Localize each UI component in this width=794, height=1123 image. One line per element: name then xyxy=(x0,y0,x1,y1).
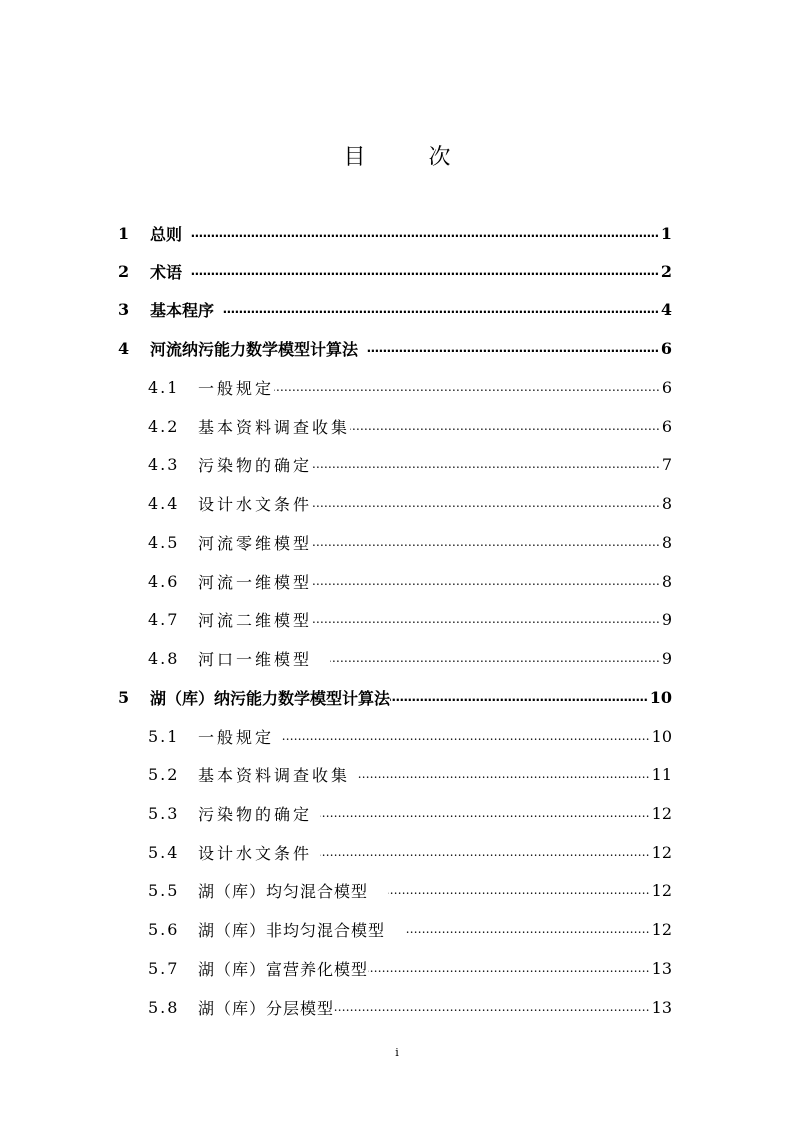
toc-entry-label: 湖（库）富营养化模型 xyxy=(198,959,369,979)
toc-entry-number: 2 xyxy=(118,261,130,281)
toc-entry-number: 5.5 xyxy=(148,880,180,900)
toc-entry-page: 8 xyxy=(661,493,672,513)
toc-entry-label: 一般规定 xyxy=(198,378,275,398)
toc-entry-page: 12 xyxy=(651,803,672,823)
toc-entry-page: 12 xyxy=(651,842,672,862)
toc-entry-label: 河口一维模型 xyxy=(198,649,313,669)
toc-entry-number: 1 xyxy=(118,223,130,243)
toc-entry-number: 3 xyxy=(118,299,130,319)
toc-entry-page: 11 xyxy=(651,764,672,784)
dot-leader xyxy=(312,493,660,514)
dot-leader xyxy=(368,958,650,979)
toc-entry-page: 10 xyxy=(649,687,672,707)
toc-entry-number: 4 xyxy=(118,338,130,358)
toc-entry[interactable] xyxy=(118,329,672,367)
toc-entry-label: 一般规定 xyxy=(198,727,275,747)
toc-entry[interactable] xyxy=(118,290,672,328)
toc-entry[interactable] xyxy=(148,445,672,483)
dot-leader xyxy=(350,416,660,437)
toc-entry-number: 5.4 xyxy=(148,842,180,862)
toc-entry-page: 7 xyxy=(661,454,672,474)
toc-entry-label: 总则 xyxy=(150,224,183,244)
toc-entry-label: 污染物的确定 xyxy=(198,455,313,475)
toc-entry-number: 5.2 xyxy=(148,764,180,784)
toc-entry-label: 湖（库）分层模型 xyxy=(198,998,335,1018)
dot-leader xyxy=(312,571,660,592)
toc-entry-page: 6 xyxy=(661,377,672,397)
toc-entry[interactable] xyxy=(148,639,672,677)
toc-entry[interactable] xyxy=(148,600,672,638)
toc-entry[interactable] xyxy=(148,484,672,522)
dot-leader xyxy=(190,261,659,282)
page-title: 目 次 xyxy=(343,145,479,170)
toc-entry-page: 13 xyxy=(651,958,672,978)
dot-leader xyxy=(405,919,650,940)
toc-entry-label: 基本资料调查收集 xyxy=(198,765,351,785)
toc-entry-page: 9 xyxy=(661,648,672,668)
toc-entry-page: 9 xyxy=(661,609,672,629)
dot-leader xyxy=(330,648,660,669)
dot-leader xyxy=(320,803,650,824)
toc-entry-number: 5.8 xyxy=(148,997,180,1017)
toc-entry[interactable] xyxy=(148,949,672,987)
dot-leader xyxy=(312,454,660,475)
toc-entry-number: 4.2 xyxy=(148,416,180,436)
toc-entry-label: 基本程序 xyxy=(150,300,215,320)
dot-leader xyxy=(274,377,660,398)
toc-entry[interactable] xyxy=(148,368,672,406)
toc-entry[interactable] xyxy=(148,755,672,793)
toc-entry-page: 12 xyxy=(651,880,672,900)
toc-entry[interactable] xyxy=(148,794,672,832)
dot-leader xyxy=(282,726,650,747)
toc-entry[interactable] xyxy=(118,214,672,252)
toc-entry[interactable] xyxy=(148,523,672,561)
dot-leader xyxy=(190,223,659,244)
toc-entry-number: 4.3 xyxy=(148,454,180,474)
toc-entry[interactable] xyxy=(118,252,672,290)
toc-entry-number: 5.3 xyxy=(148,803,180,823)
toc-entry-page: 8 xyxy=(661,571,672,591)
toc-entry[interactable] xyxy=(148,871,672,909)
toc-entry-label: 设计水文条件 xyxy=(198,494,313,514)
toc-entry-page: 13 xyxy=(651,997,672,1017)
page-number: i xyxy=(395,1046,399,1059)
toc-entry-page: 4 xyxy=(660,299,672,319)
toc-entry[interactable] xyxy=(118,678,672,716)
toc-entry[interactable] xyxy=(148,717,672,755)
dot-leader xyxy=(334,997,650,1018)
toc-entry-label: 湖（库）非均匀混合模型 xyxy=(198,920,386,940)
toc-entry[interactable] xyxy=(148,562,672,600)
toc-entry-label: 设计水文条件 xyxy=(198,843,313,863)
dot-leader xyxy=(390,687,648,708)
dot-leader xyxy=(320,842,650,863)
toc-entry-label: 术语 xyxy=(150,262,183,282)
toc-entry-page: 1 xyxy=(660,223,672,243)
toc-entry-number: 4.5 xyxy=(148,532,180,552)
toc-entry[interactable] xyxy=(148,407,672,445)
toc-entry-page: 10 xyxy=(651,726,672,746)
toc-entry[interactable] xyxy=(148,833,672,871)
dot-leader xyxy=(358,764,650,785)
toc-entry-page: 8 xyxy=(661,532,672,552)
toc-entry-number: 4.7 xyxy=(148,609,180,629)
toc-entry-page: 2 xyxy=(660,261,672,281)
toc-entry[interactable] xyxy=(148,910,672,948)
dot-leader xyxy=(388,880,650,901)
toc-entry-number: 4.1 xyxy=(148,377,180,397)
toc-entry-number: 4.4 xyxy=(148,493,180,513)
dot-leader xyxy=(222,299,659,320)
dot-leader xyxy=(366,338,659,359)
toc-entry[interactable] xyxy=(148,988,672,1026)
toc-entry-label: 湖（库）均匀混合模型 xyxy=(198,881,369,901)
toc-entry-label: 河流纳污能力数学模型计算法 xyxy=(150,339,359,359)
toc-entry-label: 河流零维模型 xyxy=(198,533,313,553)
toc-entry-label: 湖（库）纳污能力数学模型计算法 xyxy=(150,688,391,708)
toc-entry-number: 5.6 xyxy=(148,919,180,939)
toc-entry-number: 4.6 xyxy=(148,571,180,591)
toc-entry-label: 基本资料调查收集 xyxy=(198,417,351,437)
toc-entry-number: 5.1 xyxy=(148,726,180,746)
toc-entry-number: 4.8 xyxy=(148,648,180,668)
toc-entry-number: 5.7 xyxy=(148,958,180,978)
toc-entry-page: 6 xyxy=(660,338,672,358)
toc-entry-label: 河流一维模型 xyxy=(198,572,313,592)
toc-entry-page: 6 xyxy=(661,416,672,436)
toc-entry-number: 5 xyxy=(118,687,130,707)
dot-leader xyxy=(312,532,660,553)
toc-entry-label: 河流二维模型 xyxy=(198,610,313,630)
toc-entry-label: 污染物的确定 xyxy=(198,804,313,824)
dot-leader xyxy=(312,609,660,630)
toc-entry-page: 12 xyxy=(651,919,672,939)
